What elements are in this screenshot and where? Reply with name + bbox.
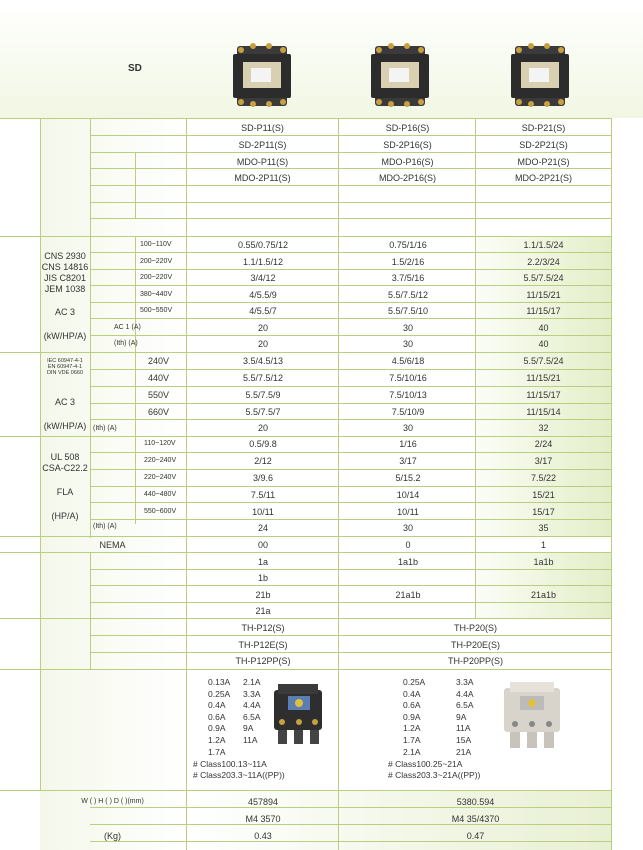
cns-row-1-col2: 0.75/1/16 (389, 240, 427, 250)
iec-row-1-col2: 4.5/6/18 (391, 356, 425, 366)
iec-ith-label: (Ith) (A) (93, 425, 117, 432)
range-left-col1: 0.13A 0.25A 0.4A 0.6A 0.9A 1.2A 1.7A (208, 677, 231, 757)
nema-col1: 00 (257, 540, 268, 550)
cns-unit: (kW/HP/A) (43, 331, 87, 341)
iec-row-1-col3: 5.5/7.5/24 (523, 356, 564, 366)
contactor-image-1 (229, 40, 294, 110)
model-mdo-1b: MDO-2P11(S) (234, 173, 291, 183)
aux-row-1-col3: 1a1b (533, 557, 554, 567)
cns-row-2-col3: 2.2/3/24 (527, 257, 560, 267)
model-mdo-3b: MDO-2P21(S) (514, 173, 572, 183)
screw-right: M4 35/4370 (451, 814, 500, 824)
iec-row-3-col2: 7.5/10/13 (389, 390, 427, 400)
cns-standards: CNS 2930 CNS 14816 JIS C8201 JEM 1038 (41, 251, 89, 294)
iec-standards: IEC 60947-4-1 EN 60947-4-1 DIN VDE 0660 (46, 358, 84, 376)
cns-voltage-5: 500~550V (140, 307, 173, 314)
contactor-image-2 (367, 40, 432, 110)
thermal-left-3: TH-P12PP(S) (235, 656, 291, 666)
cns-row-5-col3: 11/15/17 (526, 306, 561, 316)
ul-row-1-col3: 2/24 (534, 439, 553, 449)
aux-row-1-col2: 1a1b (397, 557, 419, 567)
model-sd-3b: SD-2P21(S) (519, 140, 568, 150)
iec-voltage-4: 660V (148, 407, 170, 417)
nema-label: NEMA (99, 540, 126, 550)
model-mdo-2b: MDO-2P16(S) (378, 173, 436, 183)
cns-row-5-col1: 4/5.5/7 (249, 306, 277, 316)
weight-label: (Kg) (103, 831, 121, 841)
thermal-right-2: TH-P20E(S) (450, 640, 500, 650)
iec-ith-col2: 30 (402, 423, 413, 433)
ul-standards: UL 508 CSA-C22.2 (42, 452, 88, 473)
ul-row-2-col3: 3/17 (534, 456, 553, 466)
ul-row-4-col1: 7.5/11 (250, 490, 276, 500)
ul-row-3-col1: 3/9.6 (252, 473, 274, 483)
iec-row-2-col2: 7.5/10/16 (389, 373, 427, 383)
cns-ac3: AC 3 (54, 307, 75, 317)
cns-row-7-col2: 30 (402, 339, 413, 349)
cns-row-3-col3: 5.5/7.5/24 (523, 273, 564, 283)
cns-row-2-col1: 1.1/1.5/12 (242, 257, 284, 267)
nema-col2: 0 (405, 540, 411, 550)
cns-row-6-col2: 30 (402, 323, 413, 333)
ul-ith-col1: 24 (257, 523, 268, 533)
iec-row-3-col1: 5.5/7.5/9 (245, 390, 281, 400)
thermal-right-1: TH-P20(S) (453, 623, 497, 633)
model-mdo-2a: MDO-P16(S) (381, 157, 434, 167)
model-sd-2a: SD-P16(S) (385, 123, 430, 133)
aux-row-3-col1: 21b (255, 590, 271, 600)
ul-row-1-col1: 0.5/9.8 (249, 439, 277, 449)
iec-ith-col1: 20 (257, 423, 268, 433)
cns-row-3-col1: 3/4/12 (250, 273, 276, 283)
ul-unit: (HP/A) (51, 511, 79, 521)
ul-voltage-1: 110~120V (144, 440, 176, 447)
ul-ith-label: (Ith) (A) (93, 523, 117, 530)
ul-row-5-col2: 10/11 (397, 507, 419, 517)
ul-row-5-col1: 10/11 (252, 507, 274, 517)
iec-ith-col3: 32 (538, 423, 549, 433)
model-sd-3a: SD-P21(S) (521, 123, 566, 133)
ul-voltage-5: 550~600V (144, 508, 177, 515)
weight-left: 0.43 (254, 831, 272, 841)
cns-row-4-col3: 11/15/21 (526, 290, 561, 300)
dims-left: 457894 (247, 797, 279, 807)
iec-voltage-3: 550V (148, 390, 170, 400)
aux-row-1-col1: 1a (257, 557, 268, 567)
range-right-col2: 3.3A 4.4A 6.5A 9A 11A 15A 21A (456, 677, 474, 757)
range-left-notes: # Class100.13~11A # Class203.3~11A((PP)) (193, 759, 285, 780)
ul-voltage-3: 220~240V (144, 474, 177, 481)
aux-row-4-col1: 21a (255, 606, 271, 616)
model-sd-1a: SD-P11(S) (241, 123, 284, 133)
iec-row-3-col3: 11/15/17 (526, 390, 561, 400)
iec-row-2-col3: 11/15/21 (526, 373, 561, 383)
nema-col3: 1 (540, 540, 546, 550)
cns-row-6-col1: 20 (257, 323, 268, 333)
iec-row-4-col1: 5.5/7.5/7 (245, 407, 281, 417)
model-sd-2b: SD-2P16(S) (383, 140, 432, 150)
cns-row-2-col2: 1.5/2/16 (391, 257, 425, 267)
dims-right: 5380.594 (456, 797, 495, 807)
iec-voltage-1: 240V (148, 356, 170, 366)
cns-row-7-col1: 20 (257, 339, 268, 349)
iec-row-4-col3: 11/15/14 (526, 407, 561, 417)
ul-row-4-col2: 10/14 (396, 490, 420, 500)
range-right-notes: # Class100.25~21A # Class203.3~21A((PP)) (388, 759, 481, 780)
cns-row-4-col1: 4/5.5/9 (249, 290, 277, 300)
screw-left: M4 3570 (245, 814, 281, 824)
iec-unit: (kW/HP/A) (43, 421, 87, 431)
cns-row-7-col3: 40 (538, 339, 549, 349)
ul-ith-col3: 35 (538, 523, 549, 533)
thermal-left-2: TH-P12E(S) (238, 640, 288, 650)
iec-row-1-col1: 3.5/4.5/13 (242, 356, 284, 366)
thermal-left-1: TH-P12(S) (241, 623, 285, 633)
ul-row-2-col2: 3/17 (399, 456, 417, 466)
cns-row-1-col1: 0.55/0.75/12 (237, 240, 289, 250)
ul-voltage-2: 220~240V (144, 457, 177, 464)
ul-row-2-col1: 2/12 (254, 456, 272, 466)
cns-row-4-col2: 5.5/7.5/12 (387, 290, 429, 300)
left-gradient-panel (40, 118, 185, 850)
range-left-col2: 2.1A 3.3A 4.4A 6.5A 9A 11A (243, 677, 261, 745)
thermal-relay-image-left (268, 680, 330, 748)
iec-row-4-col2: 7.5/10/9 (391, 407, 425, 417)
cns-voltage-1: 100~110V (140, 241, 172, 248)
iec-row-2-col1: 5.5/7.5/12 (242, 373, 284, 383)
ul-ith-col2: 30 (402, 523, 413, 533)
thermal-relay-image-right (498, 678, 568, 752)
ul-voltage-4: 440~480V (144, 491, 177, 498)
model-mdo-3a: MDO-P21(S) (517, 157, 570, 167)
series-label: SD (128, 63, 142, 74)
iec-ac3: AC 3 (54, 397, 75, 407)
cns-row-1-col3: 1.1/1.5/24 (523, 240, 564, 250)
cns-voltage-3: 200~220V (140, 274, 173, 281)
cns-voltage-2: 200~220V (140, 258, 173, 265)
cns-voltage-6: AC 1 (A) (114, 324, 141, 331)
weight-right: 0.47 (466, 831, 485, 841)
cns-row-5-col2: 5.5/7.5/10 (387, 306, 429, 316)
ul-row-3-col3: 7.5/22 (530, 473, 557, 483)
cns-voltage-4: 380~440V (140, 291, 173, 298)
aux-row-3-col2: 21a1b (395, 590, 421, 600)
contactor-image-3 (507, 40, 572, 110)
ul-fla: FLA (56, 487, 74, 497)
cns-voltage-7: (Ith) (A) (114, 340, 138, 347)
dims-label: W ( ) H ( ) D ( )(mm) (81, 798, 144, 805)
ul-row-5-col3: 15/17 (532, 507, 555, 517)
aux-row-3-col3: 21a1b (530, 590, 557, 600)
thermal-right-3: TH-P20PP(S) (447, 656, 503, 666)
model-mdo-1a: MDO-P11(S) (236, 157, 289, 167)
aux-row-2-col1: 1b (257, 573, 268, 583)
cns-row-6-col3: 40 (538, 323, 549, 333)
cns-row-3-col2: 3.7/5/16 (391, 273, 425, 283)
ul-row-4-col3: 15/21 (532, 490, 555, 500)
range-right-col1: 0.25A 0.4A 0.6A 0.9A 1.2A 1.7A 2.1A (403, 677, 426, 757)
ul-row-1-col2: 1/16 (399, 439, 417, 449)
ul-row-3-col2: 5/15.2 (395, 473, 421, 483)
model-sd-1b: SD-2P11(S) (238, 140, 287, 150)
iec-voltage-2: 440V (148, 373, 170, 383)
